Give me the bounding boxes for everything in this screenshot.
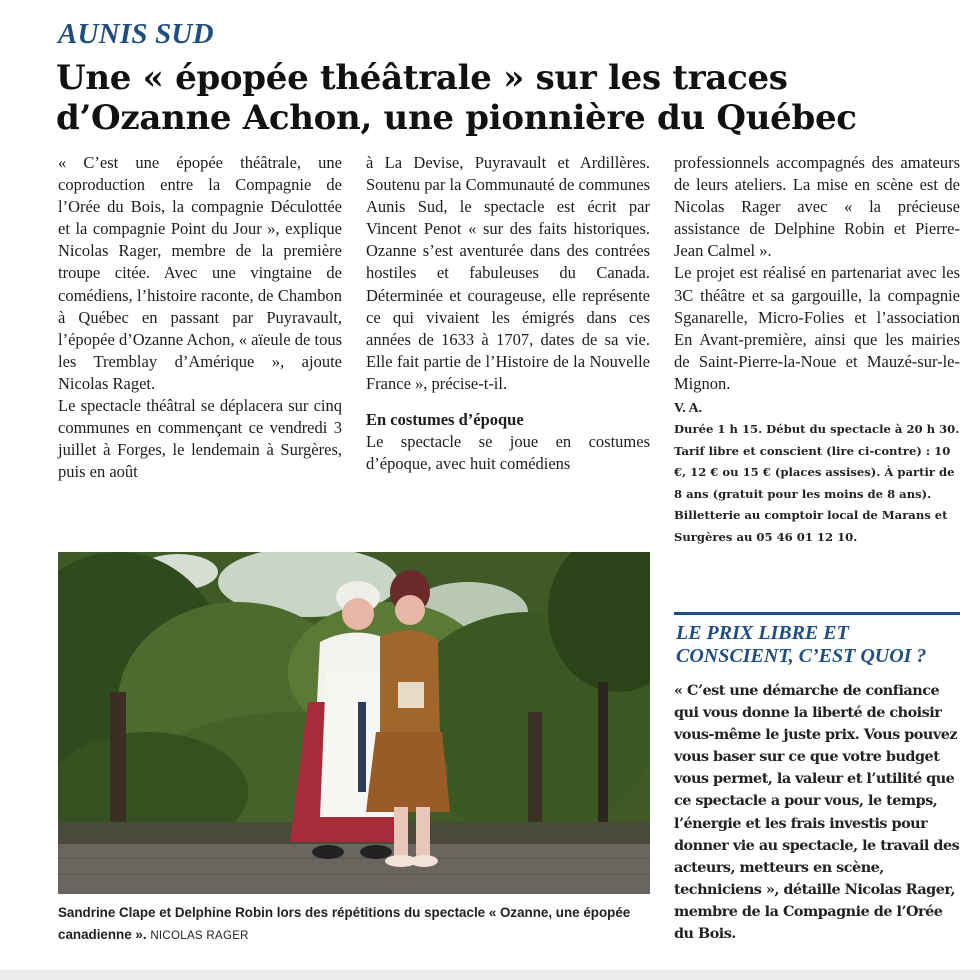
paragraph: Le projet est réalisé en partenariat avec les 3C théâtre et sa gargouille, la compagnie Sganarelle, Micro-Folies et l’association En Avant-première, ainsi que les mairies de Saint-Pierre-la-Noue et Mauzé-sur-le-Mignon. (674, 263, 960, 393)
section-kicker: AUNIS SUD (58, 18, 214, 50)
article-column-1 (58, 152, 342, 483)
page-bottom-margin (0, 970, 980, 980)
paragraph: Le spectacle théâtral se déplacera sur cinq communes en commençant ce vendredi 3 juillet à Forges, le lendemain à Surgères, puis en août (58, 396, 342, 482)
photo-caption (58, 902, 658, 947)
sidebar-title: LE PRIX LIBRE ET CONSCIENT, C’EST QUOI ? (676, 622, 927, 667)
sidebar-body: « C’est une démarche de confiance qui vous donne la liberté de choisir vous-même le juste prix. Vous pouvez vous baser sur ce que votre budget vous permet, la valeur et l’utilité que ce spectacle a pour vous, le temps, l’énergie et les frais investis pour donner vie au spectacle, le travail des acteurs, metteurs en scène, techniciens », détaille Nicolas Rager, membre de la Compagnie de l’Orée du Bois. (674, 682, 960, 943)
practical-info: Durée 1 h 15. Début du spectacle à 20 h 30. Tarif libre et conscient (lire ci-contre) : 10 €, 12 € ou 15 € (places assises). À partir de 8 ans (gratuit pour les moins de 8 ans). Billetterie au comptoir local de Marans et Surgères au 05 46 01 12 10. (674, 422, 960, 544)
subheading: En costumes d’époque (366, 410, 524, 430)
caption-text: Sandrine Clape et Delphine Robin lors des répétitions du spectacle « Ozanne, une épopée canadienne ». (58, 905, 631, 942)
sidebar-divider (674, 612, 960, 615)
article-headline: Une « épopée théâtrale » sur les traces d’Ozanne Achon, une pionnière du Québec (56, 58, 857, 138)
paragraph: Le spectacle se joue en costumes d’époque, avec huit comédiens (366, 432, 650, 474)
photo-credit: NICOLAS RAGER (150, 930, 249, 942)
paragraph: à La Devise, Puyravault et Ardillères. Soutenu par la Communauté de communes Aunis Sud, le spectacle est écrit par Vincent Penot « sur des faits historiques. Ozanne s’est aventurée dans des contrées hostiles et fabuleuses du Canada. Déterminée et courageuse, elle représente ce qui vivaient les émigrés dans ces années de 1633 à 1707, dates de sa vie. Elle fait partie de l’Histoire de la Nouvelle France », précise-t-il. (366, 153, 650, 393)
article-photo (58, 552, 650, 894)
article-column-3 (674, 152, 960, 548)
article-column-2 (366, 152, 650, 475)
paragraph: « C’est une épopée théâtrale, une coproduction entre la Compagnie de l’Orée du Bois, la compagnie Déculottée et la compagnie Point du Jour », explique Nicolas Rager, membre de la première troupe citée. Avec une vingtaine de comédiens, l’histoire raconte, de Chambon à Québec en passant par Puyravault, l’épopée d’Ozanne Achon, « aïeule de tous les Tremblay d’Amérique », ajoute Nicolas Raget. (58, 153, 342, 393)
paragraph: professionnels accompagnés des amateurs de leurs ateliers. La mise en scène est de Nicolas Rager avec « la précieuse assistance de Delphine Robin et Pierre-Jean Calmel ». (674, 153, 960, 261)
author-initials: V. A. (674, 401, 703, 417)
